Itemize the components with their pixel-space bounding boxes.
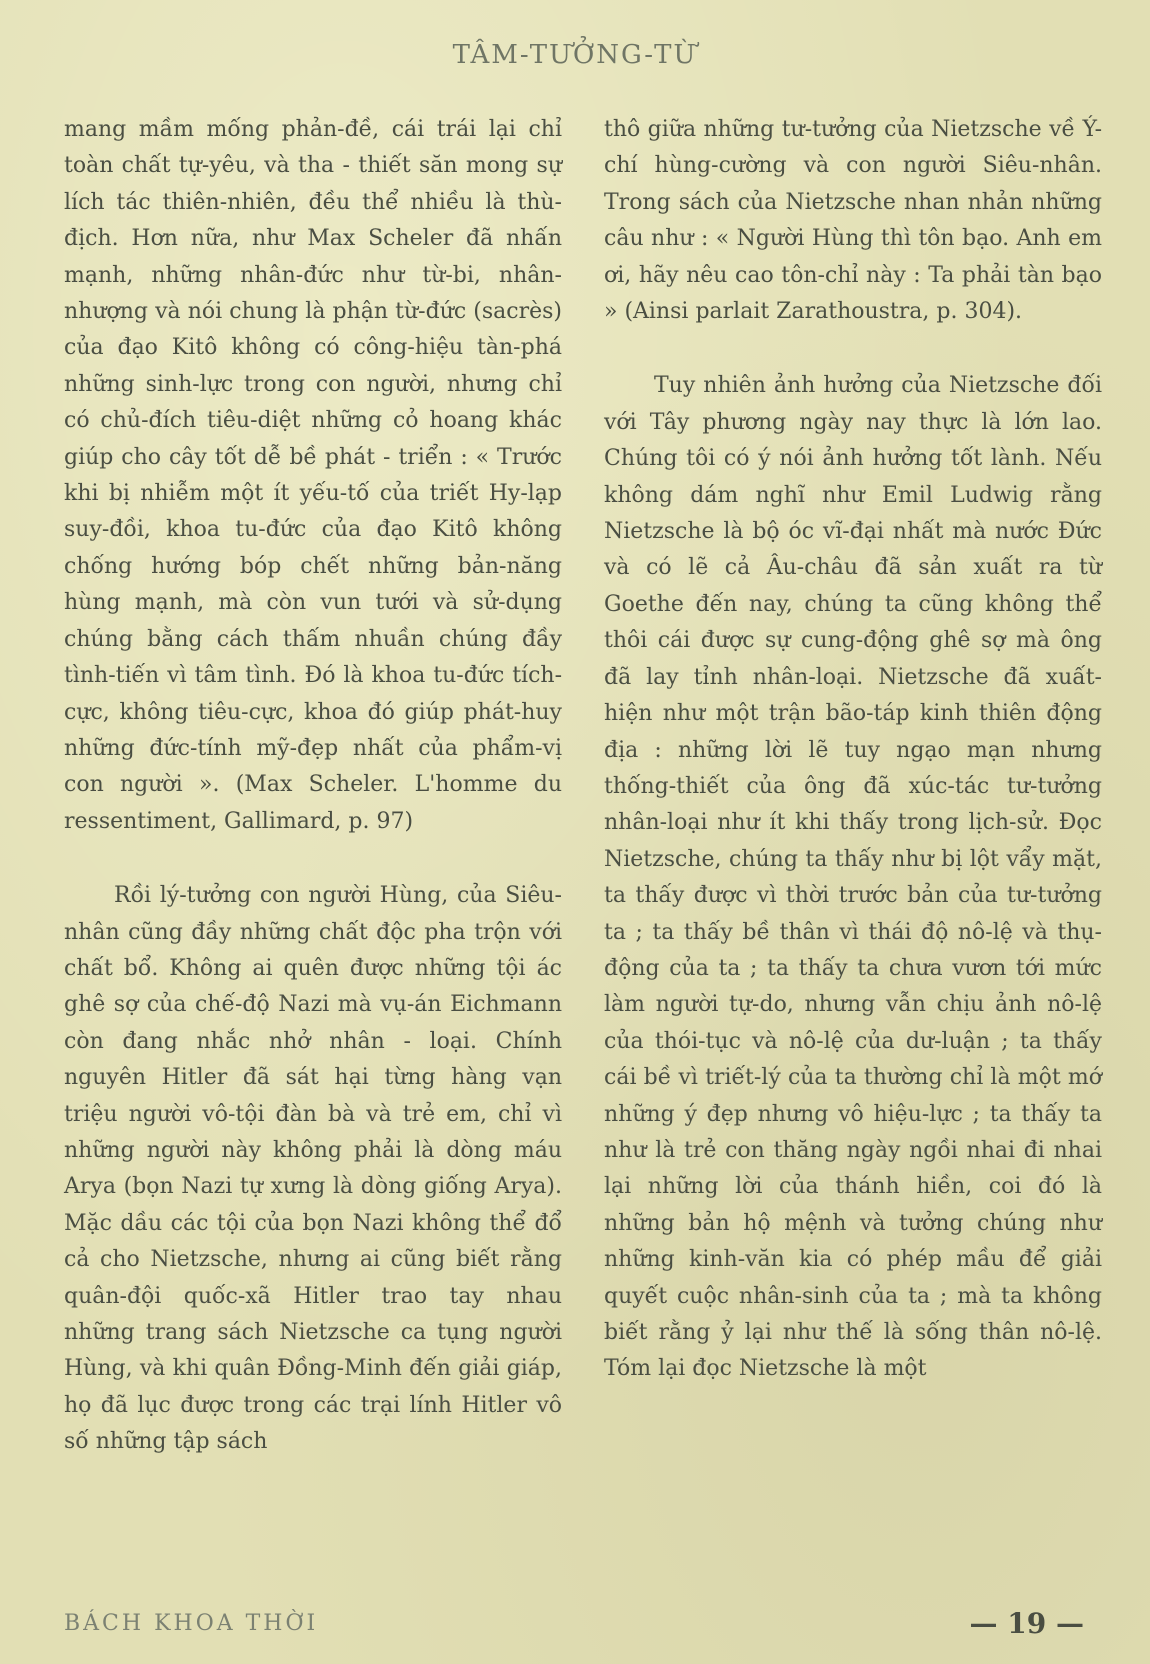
right-paragraph-1: thô giữa những tư-tưởng của Nietzsche về Ý-chí hùng-cường và con người Siêu-nhân. Trong sách của Nietzsche nhan nhản những câu như : « Người Hùng thì tôn bạo. Anh em ơi, hãy nêu cao tôn-chỉ này : Ta phải tàn bạo » (Ainsi parlait Zarathoustra, p. 304). [604, 117, 1102, 325]
magazine-title-footer: BÁCH KHOA THỜI [64, 1611, 319, 1636]
right-column [604, 112, 1102, 1388]
left-paragraph-1: mang mầm mống phản-đề, cái trái lại chỉ toàn chất tự-yêu, và tha - thiết săn mong sự lích tác thiên-nhiên, đều thể nhiều là thù-địch. Hơn nữa, như Max Scheler đã nhấn mạnh, những nhân-đức như từ-bi, nhân-nhượng và nói chung là phận từ-đức (sacrès) của đạo Kitô không có công-hiệu tàn-phá những sinh-lực trong con người, nhưng chỉ có chủ-đích tiêu-diệt những cỏ hoang khác giúp cho cây tốt dễ bề phát - triển : « Trước khi bị nhiễm một ít yếu-tố của triết Hy-lạp suy-đồi, khoa tu-đức của đạo Kitô không chống hướng bóp chết những bản-năng hùng mạnh, mà còn vun tưới và sử-dụng chúng bằng cách thấm nhuần chúng đầy tình-tiến vì tâm tình. Đó là khoa tu-đức tích-cực, không tiêu-cực, khoa đó giúp phát-huy những đức-tính mỹ-đẹp nhất của phẩm-vị con người ». (Max Scheler. L'homme du ressentiment, Gallimard, p. 97) [64, 117, 562, 834]
running-head: TÂM-TƯỞNG-TỪ [452, 40, 698, 70]
right-paragraph-2: Tuy nhiên ảnh hưởng của Nietzsche đối với Tây phương ngày nay thực là lớn lao. Chúng tôi có ý nói ảnh hưởng tốt lành. Nếu không dám nghĩ như Emil Ludwig rằng Nietzsche là bộ óc vĩ-đại nhất mà nước Đức và có lẽ cả Âu-châu đã sản xuất ra từ Goethe đến nay, chúng ta cũng không thể thôi cái được sự cung-động ghê sợ mà ông đã lay tỉnh nhân-loại. Nietzsche đã xuất-hiện như một trận bão-táp kinh thiên động địa : những lời lẽ tuy ngạo mạn nhưng thống-thiết của ông đã xúc-tác tư-tưởng nhân-loại như ít khi thấy trong lịch-sử. Đọc Nietzsche, chúng ta thấy như bị lột vẩy mặt, ta thấy được vì thời trước bản của tư-tưởng ta ; ta thấy bề thân vì thái độ nô-lệ và thụ-động của ta ; ta thấy ta chưa vươn tới mức làm người tự-do, nhưng vẫn chịu ảnh nô-lệ của thói-tục và nô-lệ của dư-luận ; ta thấy cái bề vì triết-lý của ta thường chỉ là một mớ những ý đẹp nhưng vô hiệu-lực ; ta thấy ta như là trẻ con thăng ngày ngồi nhai đi nhai lại những lời của thánh hiền, coi đó là những bản hộ mệnh và tưởng chúng như những kinh-văn kia có phép mầu để giải quyết cuộc nhân-sinh của ta ; mà ta không biết rằng ỷ lại như thế là sống thân nô-lệ. Tóm lại đọc Nietzsche là một [604, 373, 1102, 1382]
left-column [64, 112, 562, 1461]
left-paragraph-2: Rồi lý-tưởng con người Hùng, của Siêu-nhân cũng đầy những chất độc pha trộn với chất bổ. Không ai quên được những tội ác ghê sợ của chế-độ Nazi mà vụ-án Eichmann còn đang nhắc nhở nhân - loại. Chính nguyên Hitler đã sát hại từng hàng vạn triệu người vô-tội đàn bà và trẻ em, chỉ vì những người này không phải là dòng máu Arya (bọn Nazi tự xưng là dòng giống Arya). Mặc dầu các tội của bọn Nazi không thể đổ cả cho Nietzsche, nhưng ai cũng biết rằng quân-đội quốc-xã Hitler trao tay nhau những trang sách Nietzsche ca tụng người Hùng, và khi quân Đồng-Minh đến giải giáp, họ đã lục được trong các trại lính Hitler vô số những tập sách [64, 883, 562, 1455]
page-number: — 19 — [969, 1607, 1084, 1640]
